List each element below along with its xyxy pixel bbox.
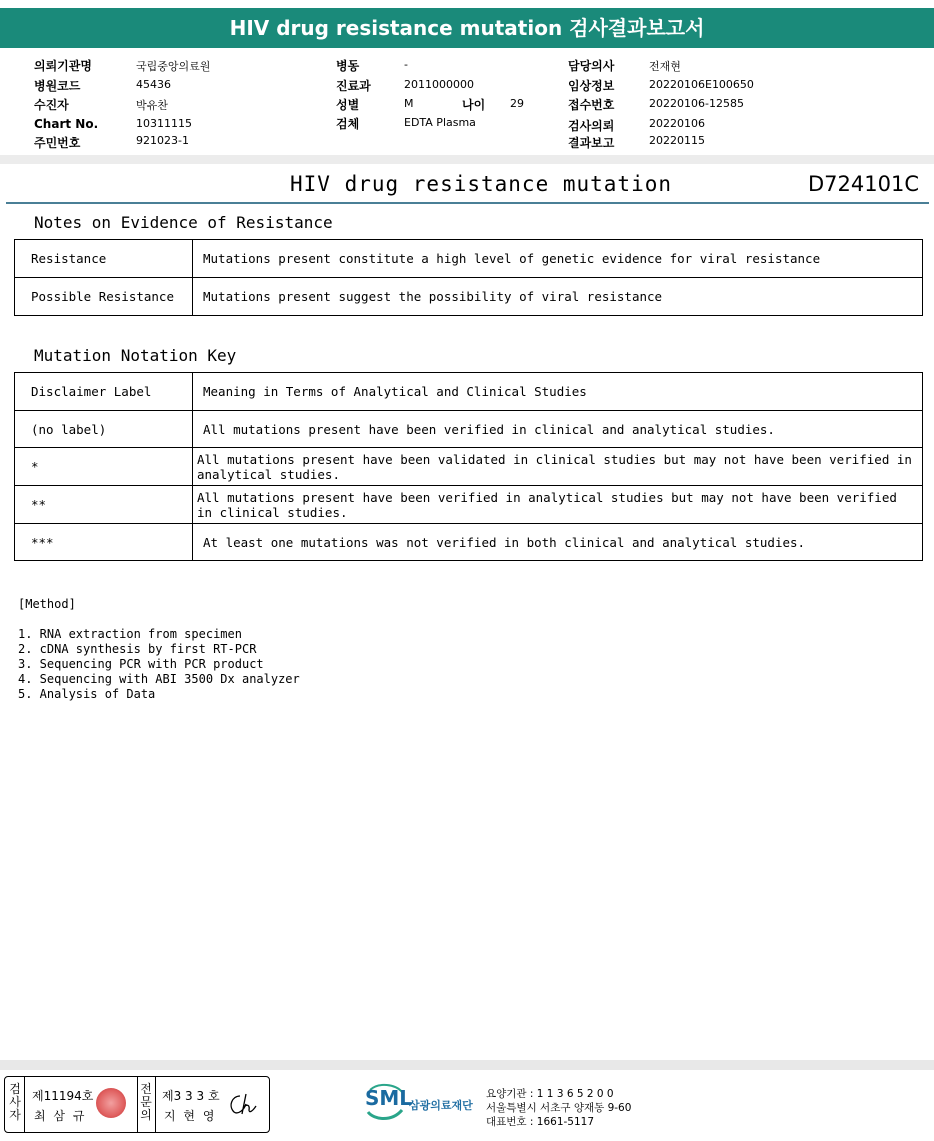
info-value-test-request: 20220106	[649, 117, 705, 130]
info-divider	[0, 155, 934, 164]
info-label-specimen: 검체	[336, 117, 360, 131]
info-label-patient: 수진자	[34, 98, 69, 112]
info-label-chart-no: Chart No.	[34, 117, 99, 131]
info-label-clinical-info: 임상정보	[568, 79, 615, 93]
inspector-name: 최 삼 규	[34, 1109, 87, 1123]
table-row	[15, 373, 923, 411]
org-address: 서울특별시 서초구 양재동 9-60	[486, 1102, 632, 1114]
info-value-sex: M	[404, 97, 414, 110]
info-value-receipt-no: 20220106-12585	[649, 97, 744, 110]
method-step: 5. Analysis of Data	[18, 687, 156, 701]
key-text-star: All mutations present have been validated in clinical studies but may not have been verified in analytical studies.	[193, 448, 923, 486]
table-row	[15, 486, 923, 524]
key-label-no-label: (no label)	[15, 411, 193, 448]
inspector-label: 검사자	[9, 1082, 21, 1122]
key-text-header: Meaning in Terms of Analytical and Clinical Studies	[193, 373, 923, 411]
info-value-specimen: EDTA Plasma	[404, 116, 476, 129]
info-value-requester: 국립중앙의료원	[136, 60, 211, 73]
report-title: HIV drug resistance mutation	[290, 172, 673, 196]
key-label-triple-star: ***	[15, 524, 193, 561]
table-row	[15, 524, 923, 561]
key-table	[14, 372, 923, 561]
info-value-hospital-code: 45436	[136, 78, 171, 91]
stamp-divider	[137, 1077, 138, 1132]
key-text-no-label: All mutations present have been verified in clinical and analytical studies.	[193, 411, 923, 448]
org-phone: 대표번호 : 1661-5117	[486, 1116, 595, 1128]
info-label-hospital-code: 병원코드	[34, 79, 81, 93]
key-label-double-star: **	[15, 486, 193, 524]
method-step: 2. cDNA synthesis by first RT-PCR	[18, 642, 257, 656]
table-row	[15, 278, 923, 316]
notes-table	[14, 239, 923, 316]
key-label-star: *	[15, 448, 193, 486]
method-step: 3. Sequencing PCR with PCR product	[18, 657, 264, 671]
notes-label-possible: Possible Resistance	[15, 278, 193, 316]
inspector-seal-icon	[96, 1088, 126, 1118]
info-value-patient: 박유찬	[136, 99, 168, 112]
org-logo: SML	[365, 1086, 413, 1110]
info-label-age: 나이	[462, 98, 486, 112]
info-label-physician: 담당의사	[568, 59, 615, 73]
key-label-header: Disclaimer Label	[15, 373, 193, 411]
info-label-requester: 의뢰기관명	[34, 59, 92, 73]
info-label-department: 진료과	[336, 79, 371, 93]
specialist-label: 전문의	[140, 1082, 152, 1122]
info-label-sex: 성별	[336, 98, 360, 112]
report-code: D724101C	[808, 172, 919, 196]
notes-label-resistance: Resistance	[15, 240, 193, 278]
info-value-result-report: 20220115	[649, 134, 705, 147]
info-label-receipt-no: 접수번호	[568, 98, 615, 112]
key-text-triple-star: At least one mutations was not verified in both clinical and analytical studies.	[193, 524, 923, 561]
footer-band	[0, 1060, 934, 1070]
org-code: 요양기관 : 1 1 3 6 5 2 0 0	[486, 1088, 614, 1100]
info-label-ward: 병동	[336, 59, 360, 73]
notes-text-resistance: Mutations present constitute a high level of genetic evidence for viral resistance	[193, 240, 923, 278]
table-row	[15, 448, 923, 486]
org-name: 삼광의료재단	[409, 1099, 473, 1112]
report-header: HIV drug resistance mutation 검사결과보고서	[0, 8, 934, 48]
key-heading: Mutation Notation Key	[34, 346, 237, 365]
notes-text-possible: Mutations present suggest the possibility of viral resistance	[193, 278, 923, 316]
info-value-ward: -	[404, 58, 408, 71]
info-value-resident-no: 921023-1	[136, 134, 189, 147]
notes-heading: Notes on Evidence of Resistance	[34, 213, 333, 232]
info-value-physician: 전재현	[649, 60, 681, 73]
info-value-chart-no: 10311115	[136, 117, 192, 130]
method-step: 4. Sequencing with ABI 3500 Dx analyzer	[18, 672, 300, 686]
info-value-clinical-info: 20220106E100650	[649, 78, 754, 91]
specialist-number: 제3 3 3 호	[162, 1089, 220, 1103]
table-row	[15, 411, 923, 448]
info-value-department: 2011000000	[404, 78, 474, 91]
method-heading: [Method]	[18, 597, 76, 611]
info-label-test-request: 검사의뢰	[568, 119, 615, 133]
inspector-number: 제11194호	[32, 1089, 94, 1103]
info-label-result-report: 결과보고	[568, 136, 615, 150]
signature-icon	[226, 1090, 260, 1118]
table-row	[15, 240, 923, 278]
title-underline	[6, 202, 929, 204]
specialist-name: 지 현 영	[164, 1109, 217, 1123]
method-steps	[18, 627, 300, 702]
info-value-age: 29	[510, 97, 524, 110]
key-text-double-star: All mutations present have been verified in analytical studies but may not have been verified in clinical studies.	[193, 486, 923, 524]
stamp-divider	[155, 1077, 156, 1132]
method-step: 1. RNA extraction from specimen	[18, 627, 242, 641]
info-label-resident-no: 주민번호	[34, 136, 81, 150]
stamp-divider	[24, 1077, 25, 1132]
